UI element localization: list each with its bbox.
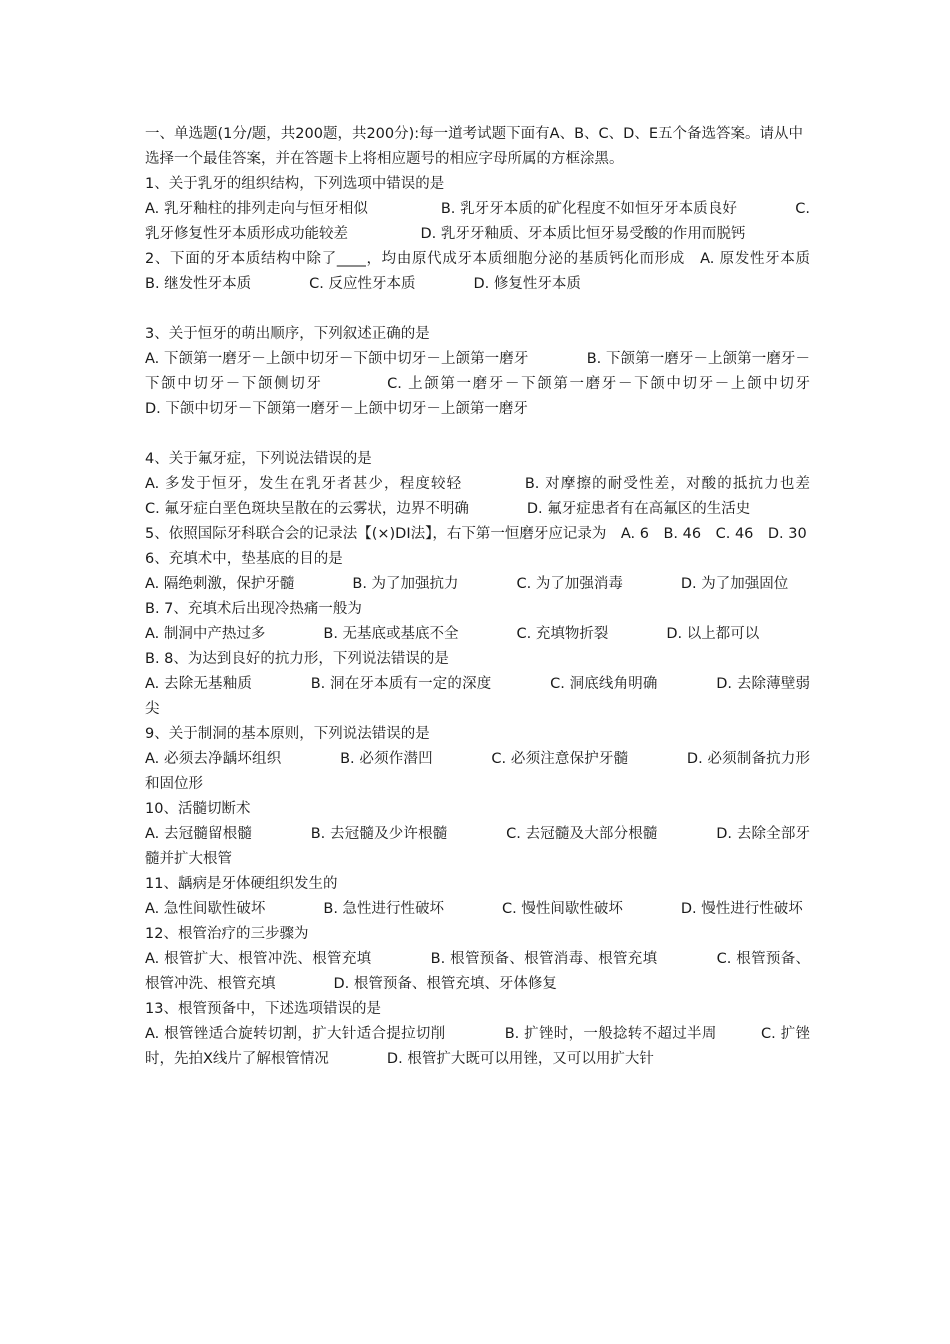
question-5-stem: 5、依照国际牙科联合会的记录法【(×)DI法】，右下第一恒磨牙应记录为 A. 6 B. 46 C. 46 D. 30 xyxy=(145,526,807,542)
question-7-stem: B. 7、充填术后出现冷热痛一般为 xyxy=(145,601,362,617)
question-11-stem: 11、龋病是牙体硬组织发生的 xyxy=(145,876,338,892)
question-10-options: A. 去冠髓留根髓 B. 去冠髓及少许根髓 C. 去冠髓及大部分根髓 D. 去除全部牙髓并扩大根管 xyxy=(145,826,810,867)
question-1-options: A. 乳牙釉柱的排列走向与恒牙相似 B. 乳牙牙本质的矿化程度不如恒牙牙本质良好 C. 乳牙修复性牙本质形成功能较差 D. 乳牙牙釉质、牙本质比恒牙易受酸的作用而脱钙 xyxy=(145,201,810,242)
question-9-stem: 9、关于制洞的基本原则，下列说法错误的是 xyxy=(145,726,430,742)
question-12-stem: 12、根管治疗的三步骤为 xyxy=(145,926,309,942)
question-2-stem: 2、下面的牙本质结构中除了____，均由原代成牙本质细胞分泌的基质钙化而形成 A. 原发性牙本质 B. 继发性牙本质 C. 反应性牙本质 D. 修复性牙本质 xyxy=(145,251,868,292)
question-3-options: A. 下颌第一磨牙－上颌中切牙－下颌中切牙－上颌第一磨牙 B. 下颌第一磨牙－上颌第一磨牙－下颌中切牙－下颌侧切牙 C. 上颌第一磨牙－下颌第一磨牙－下颌中切牙－上颌中切牙 D. 下颌中切牙－下颌第一磨牙－上颌中切牙－上颌第一磨牙 xyxy=(145,351,868,417)
question-8-stem: B. 8、为达到良好的抗力形，下列说法错误的是 xyxy=(145,651,449,667)
question-1-stem: 1、关于乳牙的组织结构，下列选项中错误的是 xyxy=(145,176,445,192)
question-13-options: A. 根管锉适合旋转切割，扩大针适合提拉切削 B. 扩锉时，一般捻转不超过半周 C. 扩锉时，先拍X线片了解根管情况 D. 根管扩大既可以用锉，又可以用扩大针 xyxy=(145,1026,810,1067)
question-4-stem: 4、关于氟牙症，下列说法错误的是 xyxy=(145,451,372,467)
question-13-stem: 13、根管预备中，下述选项错误的是 xyxy=(145,1001,381,1017)
question-6-stem: 6、充填术中，垫基底的目的是 xyxy=(145,551,343,567)
question-3-stem: 3、关于恒牙的萌出顺序，下列叙述正确的是 xyxy=(145,326,430,342)
exam-content xyxy=(145,122,868,1072)
question-12-options: A. 根管扩大、根管冲洗、根管充填 B. 根管预备、根管消毒、根管充填 C. 根管预备、根管冲洗、根管充填 D. 根管预备、根管充填、牙体修复 xyxy=(145,951,810,992)
question-4-options: A. 多发于恒牙，发生在乳牙者甚少，程度较轻 B. 对摩擦的耐受性差，对酸的抵抗力也差 C. 氟牙症白垩色斑块呈散在的云雾状，边界不明确 D. 氟牙症患者有在高氟区的生活史 xyxy=(145,476,854,517)
question-9-options: A. 必须去净龋坏组织 B. 必须作潜凹 C. 必须注意保护牙髓 D. 必须制备抗力形和固位形 xyxy=(145,751,810,792)
question-10-stem: 10、活髓切断术 xyxy=(145,801,251,817)
question-11-options: A. 急性间歇性破坏 B. 急性进行性破坏 C. 慢性间歇性破坏 D. 慢性进行性破坏 xyxy=(145,901,803,917)
question-8-options: A. 去除无基釉质 B. 洞在牙本质有一定的深度 C. 洞底线角明确 D. 去除薄壁弱尖 xyxy=(145,676,810,717)
question-6-options: A. 隔绝刺激，保护牙髓 B. 为了加强抗力 C. 为了加强消毒 D. 为了加强固位 xyxy=(145,576,789,592)
question-7-options: A. 制洞中产热过多 B. 无基底或基底不全 C. 充填物折裂 D. 以上都可以 xyxy=(145,626,760,642)
blank-line xyxy=(145,422,810,447)
blank-line xyxy=(145,297,810,322)
exam-intro: 一、单选题(1分/题，共200题，共200分):每一道考试题下面有A、B、C、D、E五个备选答案。请从中选择一个最佳答案，并在答题卡上将相应题号的相应字母所属的方框涂黑。 xyxy=(145,126,803,167)
